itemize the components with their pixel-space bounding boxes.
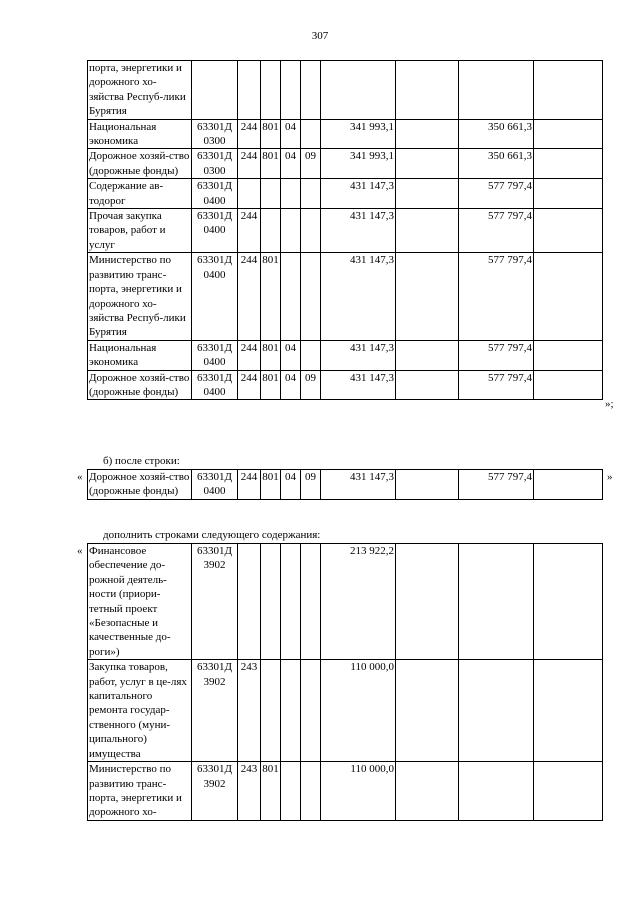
row-value-4	[534, 470, 603, 500]
row-value-4	[534, 179, 603, 209]
table-row	[88, 253, 603, 340]
row-value-2	[396, 660, 459, 762]
row-value-4	[534, 544, 603, 660]
row-vr: 244	[238, 119, 261, 149]
row-csr: 63301Д 3902	[192, 762, 238, 821]
row-value-3: 577 797,4	[459, 340, 534, 370]
row-pr: 09	[301, 370, 321, 400]
row-vr: 244	[238, 340, 261, 370]
row-csr: 63301Д 0400	[192, 209, 238, 253]
row-rz	[281, 61, 301, 120]
row-value-4	[534, 119, 603, 149]
row-rz	[281, 209, 301, 253]
row-value-4	[534, 61, 603, 120]
row-name: Министерство по развитию транс-порта, энергетики и дорожного хо-зяйства Респуб-лики Бурятия	[88, 253, 192, 340]
budget-table-1	[87, 60, 603, 400]
row-value-3: 577 797,4	[459, 253, 534, 340]
row-value-2	[396, 209, 459, 253]
row-rz	[281, 179, 301, 209]
row-value-1: 431 147,3	[321, 179, 396, 209]
row-pr	[301, 61, 321, 120]
row-csr: 63301Д 0400	[192, 253, 238, 340]
closing-quote-table-1: »;	[605, 398, 614, 410]
row-gr	[261, 61, 281, 120]
row-pr	[301, 544, 321, 660]
row-name: Министерство по развитию транс-порта, энергетики и дорожного хо-	[88, 762, 192, 821]
table-row	[88, 470, 603, 500]
open-quote-table-3: «	[77, 545, 83, 557]
row-value-2	[396, 61, 459, 120]
table-row	[88, 660, 603, 762]
row-value-1: 431 147,3	[321, 470, 396, 500]
row-name: Закупка товаров, работ, услуг в це-лях капитального ремонта государ-ственного (муни-ципального) имущества	[88, 660, 192, 762]
row-value-4	[534, 660, 603, 762]
row-vr: 244	[238, 370, 261, 400]
row-value-4	[534, 253, 603, 340]
row-value-1: 213 922,2	[321, 544, 396, 660]
row-name: Национальная экономика	[88, 119, 192, 149]
row-gr: 801	[261, 253, 281, 340]
row-gr	[261, 660, 281, 762]
row-pr	[301, 660, 321, 762]
table-row	[88, 179, 603, 209]
row-value-4	[534, 762, 603, 821]
row-value-2	[396, 762, 459, 821]
row-name: Дорожное хозяй-ство (дорожные фонды)	[88, 370, 192, 400]
note-after-line: б) после строки:	[103, 455, 180, 467]
row-pr	[301, 253, 321, 340]
row-value-3	[459, 61, 534, 120]
row-csr: 63301Д 3902	[192, 544, 238, 660]
row-csr: 63301Д 0400	[192, 370, 238, 400]
row-value-1: 431 147,3	[321, 209, 396, 253]
note-add-lines: дополнить строками следующего содержания:	[103, 529, 321, 541]
row-value-3	[459, 660, 534, 762]
row-gr	[261, 209, 281, 253]
row-csr: 63301Д 0400	[192, 470, 238, 500]
row-name: Прочая закупка товаров, работ и услуг	[88, 209, 192, 253]
row-value-3	[459, 762, 534, 821]
table-row	[88, 119, 603, 149]
row-csr: 63301Д 0400	[192, 179, 238, 209]
row-vr: 243	[238, 660, 261, 762]
row-gr: 801	[261, 119, 281, 149]
row-value-2	[396, 179, 459, 209]
row-value-1: 431 147,3	[321, 340, 396, 370]
row-value-3: 577 797,4	[459, 470, 534, 500]
row-vr: 243	[238, 762, 261, 821]
row-gr: 801	[261, 470, 281, 500]
row-name: порта, энергетики и дорожного хо-зяйства Респуб-лики Бурятия	[88, 61, 192, 120]
row-value-3: 577 797,4	[459, 179, 534, 209]
table-row	[88, 61, 603, 120]
row-value-3: 577 797,4	[459, 209, 534, 253]
row-rz	[281, 544, 301, 660]
row-pr	[301, 179, 321, 209]
row-pr	[301, 119, 321, 149]
row-pr	[301, 762, 321, 821]
budget-table-2	[87, 469, 603, 500]
row-value-3: 350 661,3	[459, 149, 534, 179]
table-row	[88, 149, 603, 179]
row-rz: 04	[281, 370, 301, 400]
row-value-1: 431 147,3	[321, 253, 396, 340]
row-value-2	[396, 340, 459, 370]
row-name: Финансовое обеспечение до-рожной деятель-ности (приори-тетный проект «Безопасные и качественные до-роги»)	[88, 544, 192, 660]
row-vr: 244	[238, 149, 261, 179]
row-csr: 63301Д 0300	[192, 119, 238, 149]
row-value-2	[396, 253, 459, 340]
row-csr: 63301Д 0300	[192, 149, 238, 179]
row-vr: 244	[238, 209, 261, 253]
row-rz	[281, 253, 301, 340]
close-quote-table-2: »	[607, 471, 613, 483]
row-pr	[301, 209, 321, 253]
row-value-4	[534, 209, 603, 253]
row-rz: 04	[281, 149, 301, 179]
row-value-2	[396, 149, 459, 179]
table-row	[88, 209, 603, 253]
row-value-1	[321, 61, 396, 120]
row-gr	[261, 544, 281, 660]
row-vr	[238, 544, 261, 660]
row-gr: 801	[261, 370, 281, 400]
row-pr: 09	[301, 470, 321, 500]
row-gr: 801	[261, 762, 281, 821]
row-gr: 801	[261, 340, 281, 370]
row-value-2	[396, 370, 459, 400]
row-rz: 04	[281, 470, 301, 500]
row-pr: 09	[301, 149, 321, 179]
row-value-1: 110 000,0	[321, 660, 396, 762]
row-vr	[238, 61, 261, 120]
row-rz	[281, 762, 301, 821]
row-csr: 63301Д 3902	[192, 660, 238, 762]
row-name: Дорожное хозяй-ство (дорожные фонды)	[88, 149, 192, 179]
row-value-4	[534, 370, 603, 400]
row-value-2	[396, 119, 459, 149]
row-value-4	[534, 149, 603, 179]
row-value-4	[534, 340, 603, 370]
table-row	[88, 340, 603, 370]
row-value-1: 110 000,0	[321, 762, 396, 821]
row-value-1: 341 993,1	[321, 149, 396, 179]
row-gr	[261, 179, 281, 209]
row-name: Содержание ав-тодорог	[88, 179, 192, 209]
row-rz: 04	[281, 119, 301, 149]
page-number: 307	[311, 30, 329, 42]
row-value-3: 577 797,4	[459, 370, 534, 400]
row-value-2	[396, 544, 459, 660]
row-name: Дорожное хозяй-ство (дорожные фонды)	[88, 470, 192, 500]
row-value-1: 431 147,3	[321, 370, 396, 400]
row-csr: 63301Д 0400	[192, 340, 238, 370]
row-value-1: 341 993,1	[321, 119, 396, 149]
row-value-2	[396, 470, 459, 500]
row-vr	[238, 179, 261, 209]
table-row	[88, 762, 603, 821]
row-gr: 801	[261, 149, 281, 179]
table-row	[88, 370, 603, 400]
budget-table-3	[87, 543, 603, 821]
row-name: Национальная экономика	[88, 340, 192, 370]
row-rz	[281, 660, 301, 762]
row-vr: 244	[238, 253, 261, 340]
row-value-3: 350 661,3	[459, 119, 534, 149]
row-rz: 04	[281, 340, 301, 370]
open-quote-table-2: «	[77, 471, 83, 483]
row-vr: 244	[238, 470, 261, 500]
table-row	[88, 544, 603, 660]
row-pr	[301, 340, 321, 370]
row-value-3	[459, 544, 534, 660]
row-csr	[192, 61, 238, 120]
